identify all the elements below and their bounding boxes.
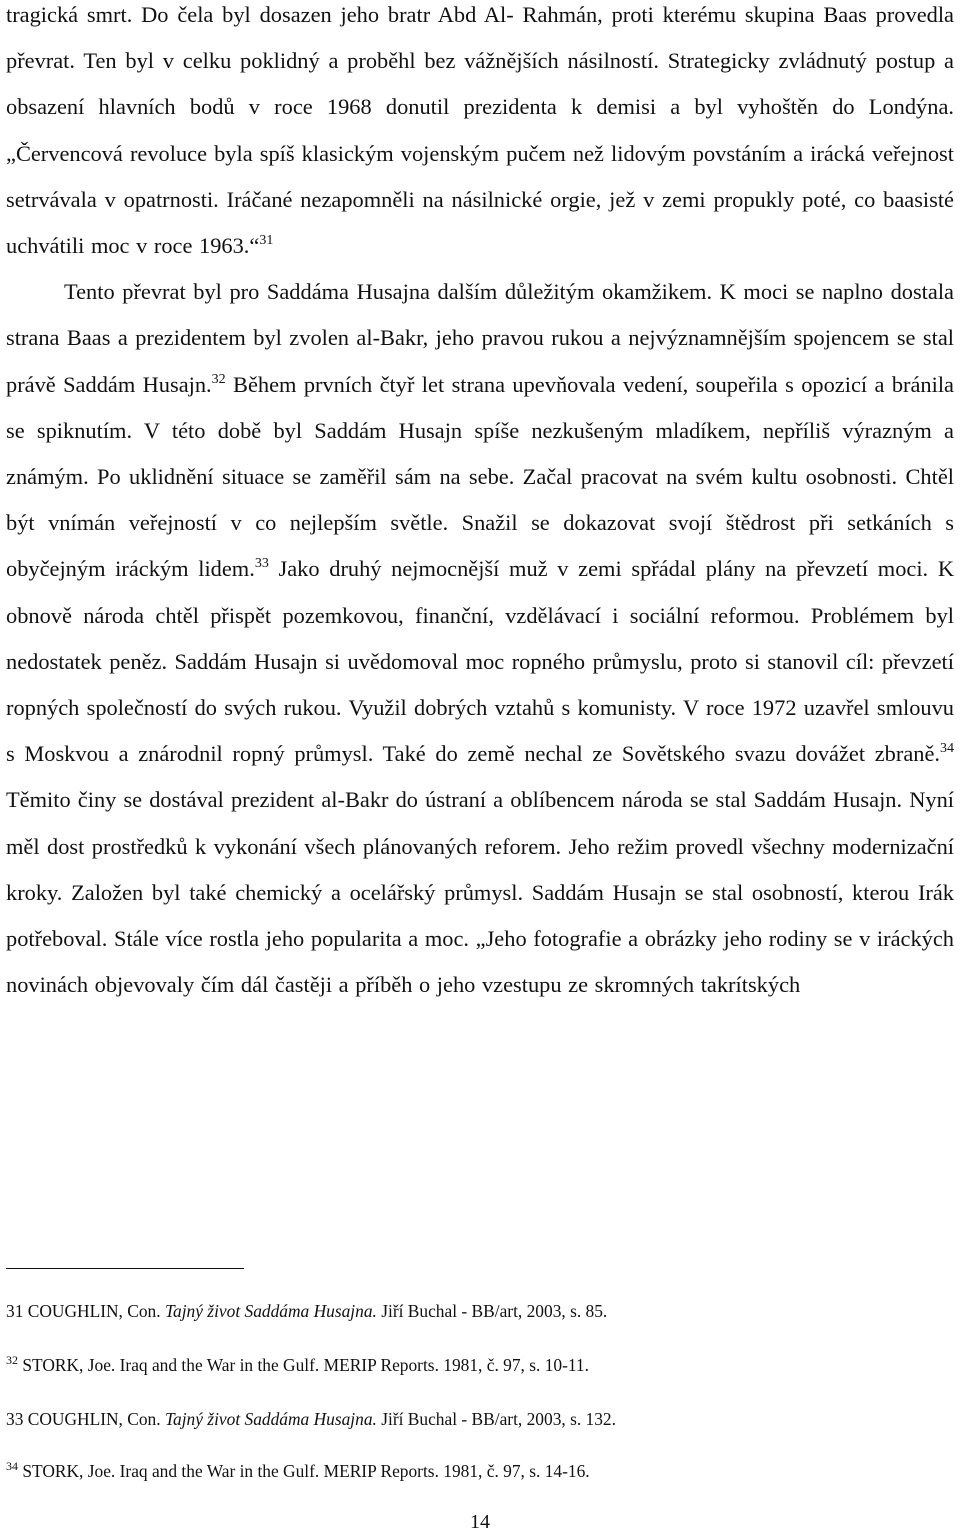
paragraph-1 <box>6 0 954 269</box>
footnote-title: Tajný život Saddáma Husajna. <box>164 1409 377 1429</box>
footnote-31 <box>6 1300 607 1322</box>
footnote-separator <box>6 1268 244 1269</box>
paragraph-2 <box>6 269 954 1008</box>
footnote-text: STORK, Joe. Iraq and the War in the Gulf. MERIP Reports. 1981, č. 97, s. 14-16. <box>18 1461 590 1481</box>
footnote-number: 34 <box>6 1459 18 1473</box>
footnote-text: 33 COUGHLIN, Con. <box>6 1409 165 1429</box>
footnote-text: Jiří Buchal - BB/art, 2003, s. 132. <box>376 1409 616 1429</box>
footnote-ref-31: 31 <box>259 233 274 249</box>
footnote-ref-34: 34 <box>940 741 954 757</box>
text-run: tragická smrt. Do čela byl dosazen jeho bratr Abd Al- Rahmán, proti kterému skupina Baas provedla převrat. Ten byl v celku poklidný a proběhl bez vážnějších násilností. Strategicky zvládnutý postup a obsazení hlavních bodů v roce 1968 donutil prezidenta k demisi a byl vyhoštěn do Londýna. „Červencová revoluce byla spíš klasickým vojenským pučem než lidovým povstáním a irácká veřejnost setrvávala v opatrnosti. Iráčané nezapomněli na násilnické orgie, jež v zemi propukly poté, co baasisté uchvátili moc v roce 1963.“ <box>6 2 954 259</box>
footnote-ref-33: 33 <box>254 556 269 572</box>
text-run: Jako druhý nejmocnější muž v zemi spřádal plány na převzetí moci. K obnově národa chtěl přispět pozemkovou, finanční, vzdělávací i sociální reformou. Problémem byl nedostatek peněz. Saddám Husajn si uvědomoval moc ropného průmyslu, proto si stanovil cíl: převzetí ropných společností do svých rukou. Využil dobrých vztahů s komunisty. V roce 1972 uzavřel smlouvu s Moskvou a znárodnil ropný průmysl. Také do země nechal ze Sovětského svazu dovážet zbraně. <box>6 556 955 767</box>
text-run: Tento převrat byl pro Saddáma Husajna dalším důležitým okamžikem. K moci se naplno dostala strana Baas a prezidentem byl zvolen al-Bakr, jeho pravou rukou a nejvýznamnějším spojencem se stal právě Saddám Husajn. <box>6 279 954 397</box>
footnote-number: 32 <box>6 1353 18 1367</box>
body-text <box>6 0 954 1008</box>
text-run: Těmito činy se dostával prezident al-Bakr do ústraní a oblíbencem národa se stal Saddám Husajn. Nyní měl dost prostředků k vykonání všech plánovaných reforem. Jeho režim provedl všechny modernizační kroky. Založen byl také chemický a ocelářský průmysl. Saddám Husajn se stal osobností, kterou Irák potřeboval. Stále více rostla jeho popularita a moc. „Jeho fotografie a obrázky jeho rodiny se v iráckých novinách objevovaly čím dál častěji a příběh o jeho vzestupu ze skromných takrítských <box>6 787 954 998</box>
footnote-text: Jiří Buchal - BB/art, 2003, s. 85. <box>376 1301 608 1321</box>
footnote-ref-32: 32 <box>211 371 226 387</box>
footnote-32 <box>6 1354 589 1376</box>
page-number: 14 <box>470 1511 490 1533</box>
footnote-title: Tajný život Saddáma Husajna. <box>164 1301 377 1321</box>
text-run: Během prvních čtyř let strana upevňovala vedení, soupeřila s opozicí a bránila se spiknutím. V této době byl Saddám Husajn spíše nezkušeným mladíkem, nepříliš výrazným a známým. Po uklidnění situace se zaměřil sám na sebe. Začal pracovat na svém kultu osobnosti. Chtěl být vnímán veřejností v co nejlepším světle. Snažil se dokazovat svojí štědrost při setkáních s obyčejným iráckým lidem. <box>6 371 954 582</box>
footnote-34 <box>6 1460 590 1482</box>
footnote-text: 31 COUGHLIN, Con. <box>6 1301 165 1321</box>
footnote-33 <box>6 1408 616 1430</box>
footnote-text: STORK, Joe. Iraq and the War in the Gulf. MERIP Reports. 1981, č. 97, s. 10-11. <box>18 1355 589 1375</box>
